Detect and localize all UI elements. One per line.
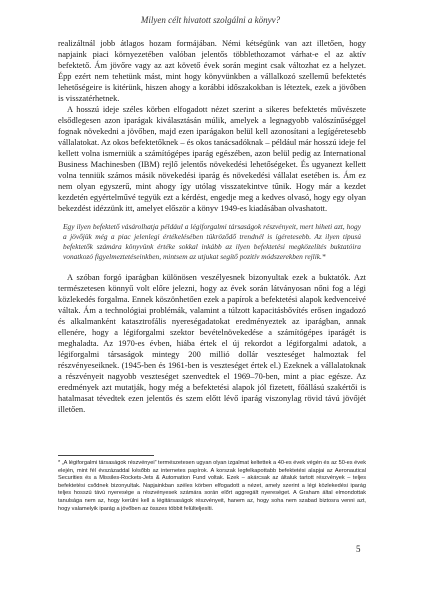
footnote: * „A légiforgalmi társaságok részvényei” természetesen ugyan olyan izgalmat keltettek a 40-es évek végén és az 50-es évek elején, mint fél évszázaddal később az internetes papírok. A korszak legfelkapottabb befektetési alapjai az Aeronautical Securities és a Missiles-Rockets-Jets & Automation Fund voltak. Ezek – akárcsak az általuk tartott részvények – teljes befektetési csődnek bizonyultak. Napjainkban széles körben elfogadott a nézet, amely szerint a légi közlekedési iparág teljes hosszú távú nyeresége a részvényesek számára során előrt aggregált nyereséget. A Graham által elmondottak tanulsága nem az, hogy kerülni kell a légitársaságok részvényeit, hanem az, hogy soha nem szabad biztosra venni azt, hogy valamelyik iparág a jövőben az összes többit felülteljesíti.	[58, 460, 366, 512]
paragraph: realizáltnál jobb átlagos hozam formájában. Némi kétségünk van azt illetően, hogy napjaink piaci környezetében valóban jelentős többlethozamot várhat-e el az aktív befektető. Ám jövőre vagy az azt követő évek során megint csak változhat ez a helyzet. Épp ezért nem tehetünk mást, mint hogy könyvünkben a vállalkozó szellemű befektetés lehetőségeire is kitérünk, hiszen ahogy a korábbi időszakokban is léteztek, ezek a jövőben is visszatérhetnek.	[58, 39, 366, 103]
paragraph: A hosszú ideje széles körben elfogadott nézet szerint a sikeres befektetés művészete elsődlegesen azon iparágak kiválasztásán múlik, amelyek a legnagyobb valószínűséggel fognak növekedni a jövőben, majd ezen iparágakon belül kell azonosítani a legígéretesebb vállalatokat. Az okos befektetőknek – és okos tanácsadóknak – például már hosszú ideje fel kellett volna ismerniük a számítógépes iparág egészében, azon belül pedig az International Business Machinesben (IBM) rejlő jelentős növekedési lehetőségeket. És ugyanezt kellett volna tenniük számos másik növekedési iparág és növekedési vállalat esetében is. Ám ez nem olyan egyszerű, mint ahogy így utólag visszatekintve tűnik. Hogy már a kezdet kezdetén egyértelművé tegyük ezt a kérdést, engedje meg a kedves olvasó, hogy egy olyan bekezdést idézzünk itt, amelyet először a könyv 1949-es kiadásában olvashatott.	[58, 105, 366, 213]
paragraph: A szóban forgó iparágban különösen veszélyesnek bizonyultak ezek a buktatók. Azt természetesen könnyű volt előre jelezni, hogy az évek során látványosan nőni fog a légi közlekedés forgalma. Ennek köszönhetően ezek a papírok a befektetési alapok kedvenceivé váltak. Ám a technológiai problémák, valamint a túlzott kapacitásbővítés erősen ingadozó és alkalmanként katasztrofális nyereségadatokat eredményeztek az iparágban, annak ellenére, hogy a légiforgalmi szektor bevételnövekedése a számítógépes iparágét is meghaladta. Az 1970-es évben, hiába értek el új rekordot a légiforgalmi adatok, a légiforgalmi társaságok mintegy 200 millió dollár veszteséget halmoztak fel részvényeseiknek. (1945-ben és 1961-ben is veszteséget értek el.) Ezeknek a vállalatoknak a részvényeit nagyobb veszteséget szenvedtek el 1969–70-ben, mint a piac egésze. Az eredmények azt mutatják, hogy még a befektetési alapok jól fizetett, főállású szakértői is hatalmasat tévedtek ezen jelentős és szem előtt lévő iparág viszonylag rövid távú jövőjét illetően.	[58, 273, 366, 414]
block-quote: Egy ilyen befektető vásárolhatja például a légiforgalmi társaságok részvényeit, mert hiheti azt, hogy a jövőjük még a piac jelenlegi értékelésében tükröződő trendnél is ígéretesebb. Az ilyen típusú befektetők számára könyvünk értéke sokkal inkább az ilyen befektetési megközelítés buktatóira vonatkozó figyelmeztetéseinkben, mintsem az utjukat segítő pozitív módszerekben rejlik.*	[63, 222, 361, 261]
running-head: Milyen célt hivatott szolgálni a könyv?	[140, 15, 281, 25]
page-number: 5	[356, 544, 361, 554]
footnote-rule	[58, 455, 154, 456]
main-text	[58, 38, 366, 415]
